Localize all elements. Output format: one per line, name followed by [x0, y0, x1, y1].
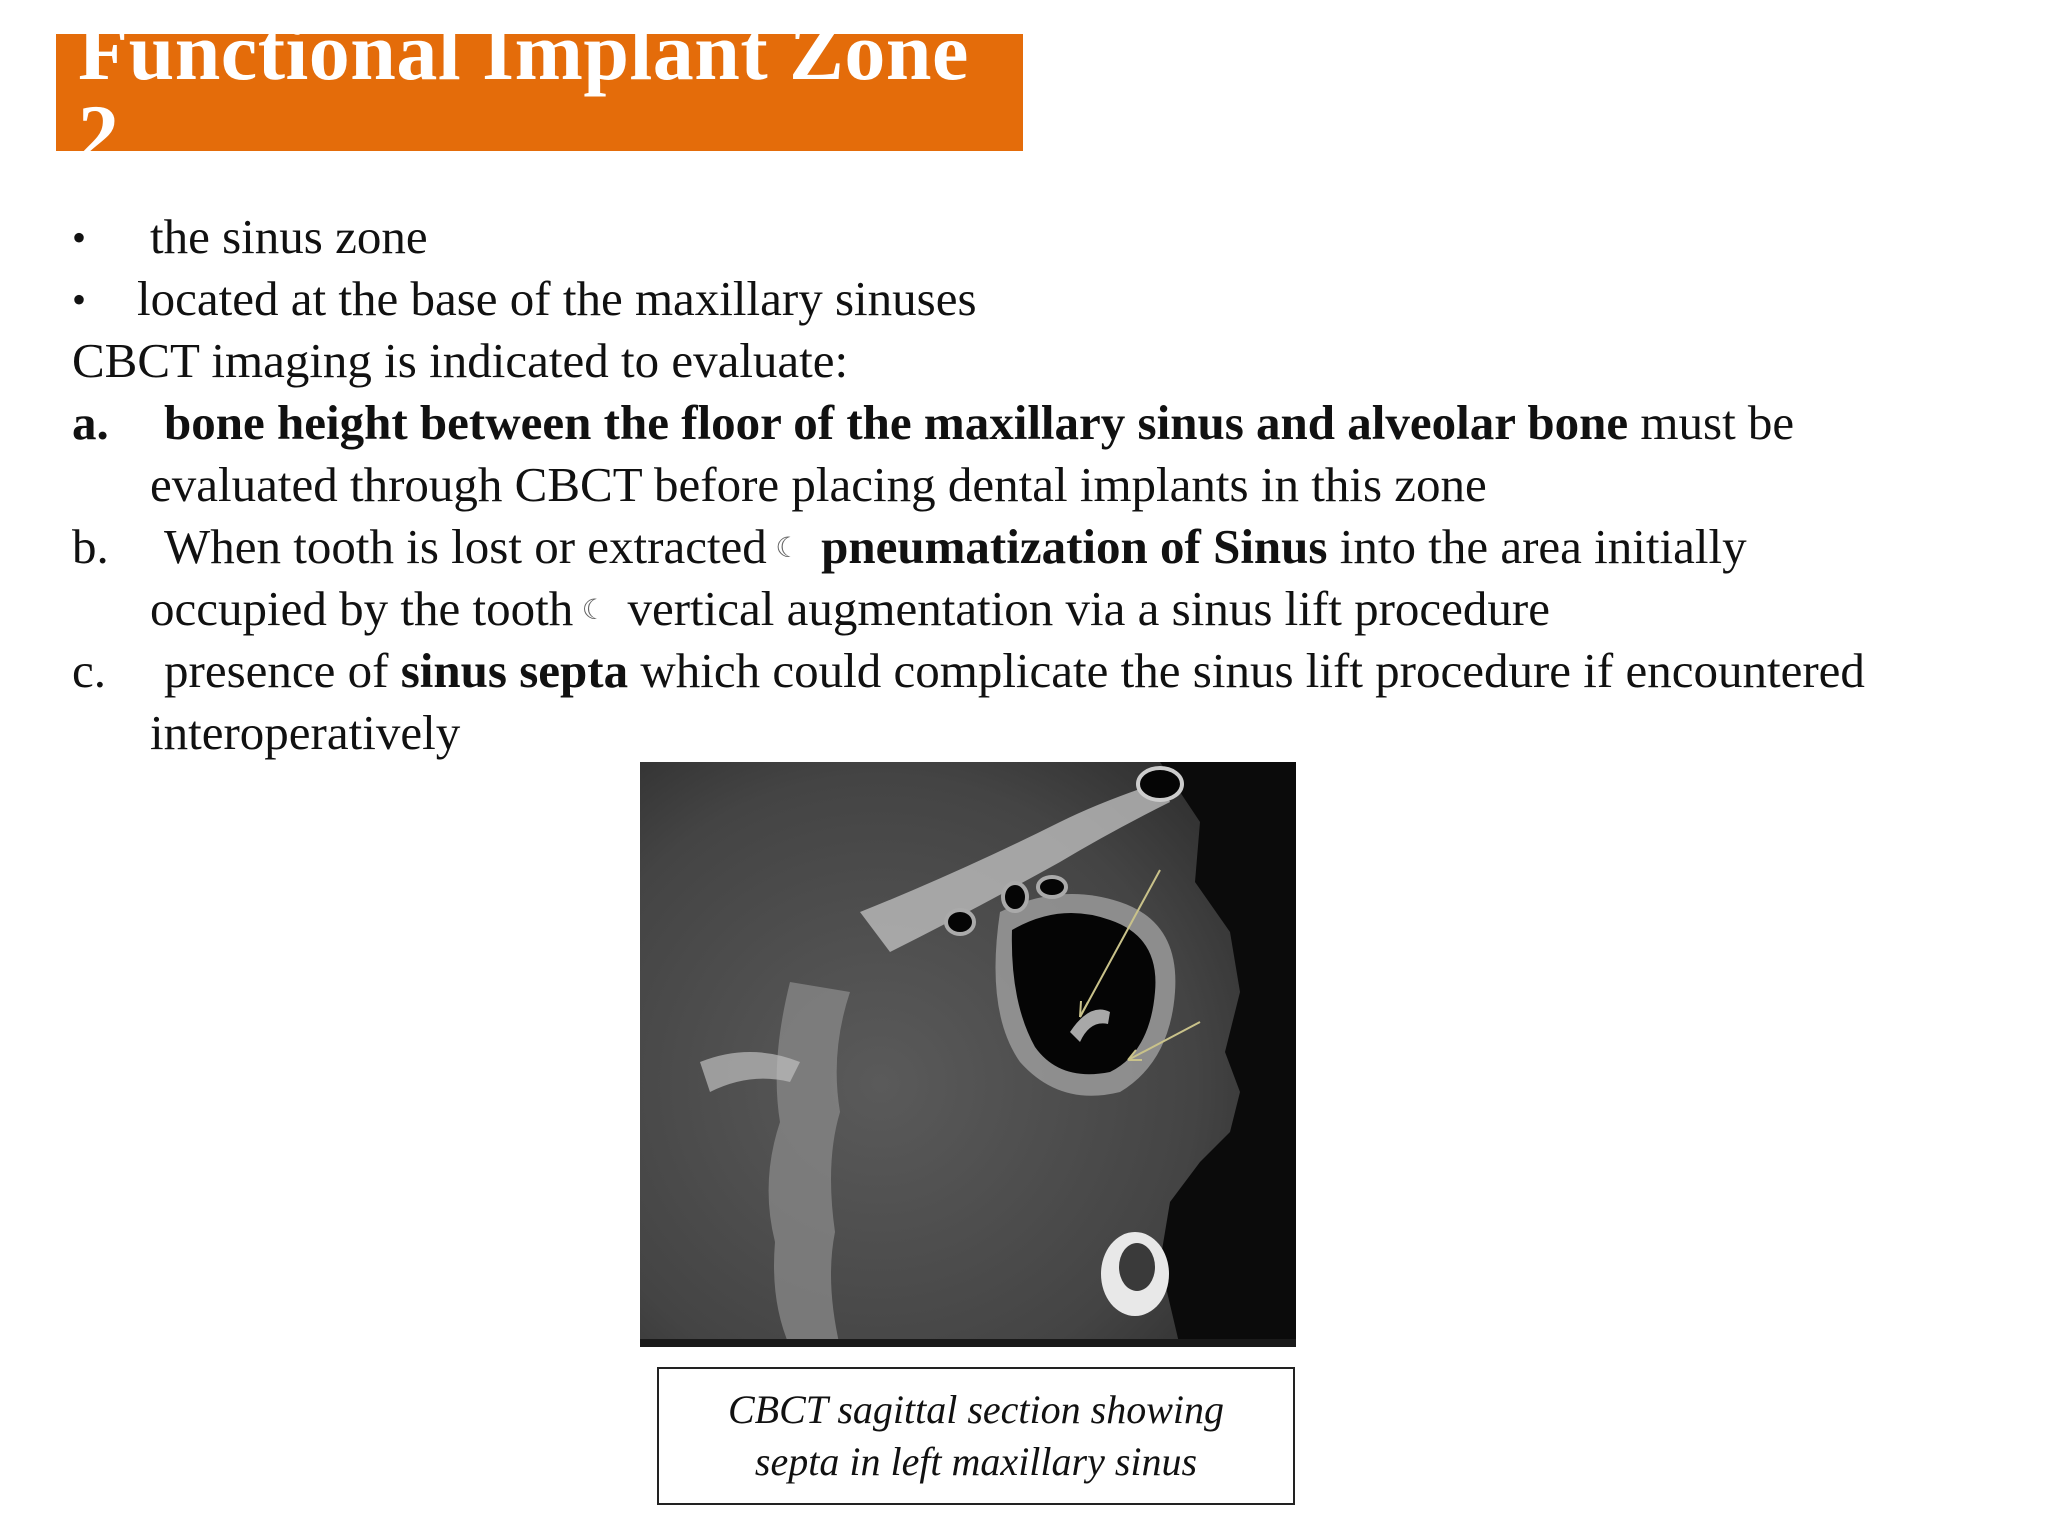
item-a-marker: a. [72, 395, 109, 450]
intro-text: CBCT imaging is indicated to evaluate: [72, 333, 849, 388]
item-a-line2: evaluated through CBCT before placing dental implants in this zone [150, 457, 1487, 512]
slide-title: Functional Implant Zone 2 [78, 5, 969, 179]
caption-line-2: septa in left maxillary sinus [754, 1439, 1198, 1484]
item-c-line2: interoperatively [150, 705, 461, 760]
slide-title-banner [56, 5, 1023, 179]
item-c-part1: presence of [164, 643, 401, 698]
bullet-marker: • [72, 215, 87, 260]
item-b-part2: into the area initially [1327, 519, 1747, 574]
image-caption-box [657, 1367, 1295, 1505]
cbct-image [640, 762, 1296, 1347]
bullet-location: located at the base of the maxillary sinuses [137, 271, 977, 326]
item-b-line2 [150, 581, 1550, 636]
item-c-bold: sinus septa [400, 643, 629, 698]
item-c-line1 [164, 643, 1865, 698]
bullet-sinus-zone: the sinus zone [150, 209, 428, 264]
item-a-rest: must be [1628, 395, 1795, 450]
item-c-marker: c. [72, 643, 106, 698]
item-b-line2-part1: occupied by the tooth [150, 581, 574, 636]
item-a-line1 [164, 395, 1795, 450]
item-b-line1 [164, 519, 1747, 574]
item-b-line2-part2: vertical augmentation via a sinus lift procedure [627, 581, 1550, 636]
item-b-marker: b. [72, 519, 109, 574]
bullet-marker: • [72, 277, 87, 322]
caption-line-1: CBCT sagittal section showing [728, 1387, 1224, 1432]
cbct-scan-graphic [640, 762, 1296, 1347]
arrow-glyph-icon: ☾ [581, 593, 607, 627]
item-b-part1: When tooth is lost or extracted [164, 519, 767, 574]
item-a-bold: bone height between the floor of the maxillary sinus and alveolar bone [164, 395, 1629, 450]
arrow-glyph-icon: ☾ [775, 531, 801, 565]
item-c-part2: which could complicate the sinus lift procedure if encountered [628, 643, 1865, 698]
item-b-bold: pneumatization of Sinus [821, 519, 1328, 574]
